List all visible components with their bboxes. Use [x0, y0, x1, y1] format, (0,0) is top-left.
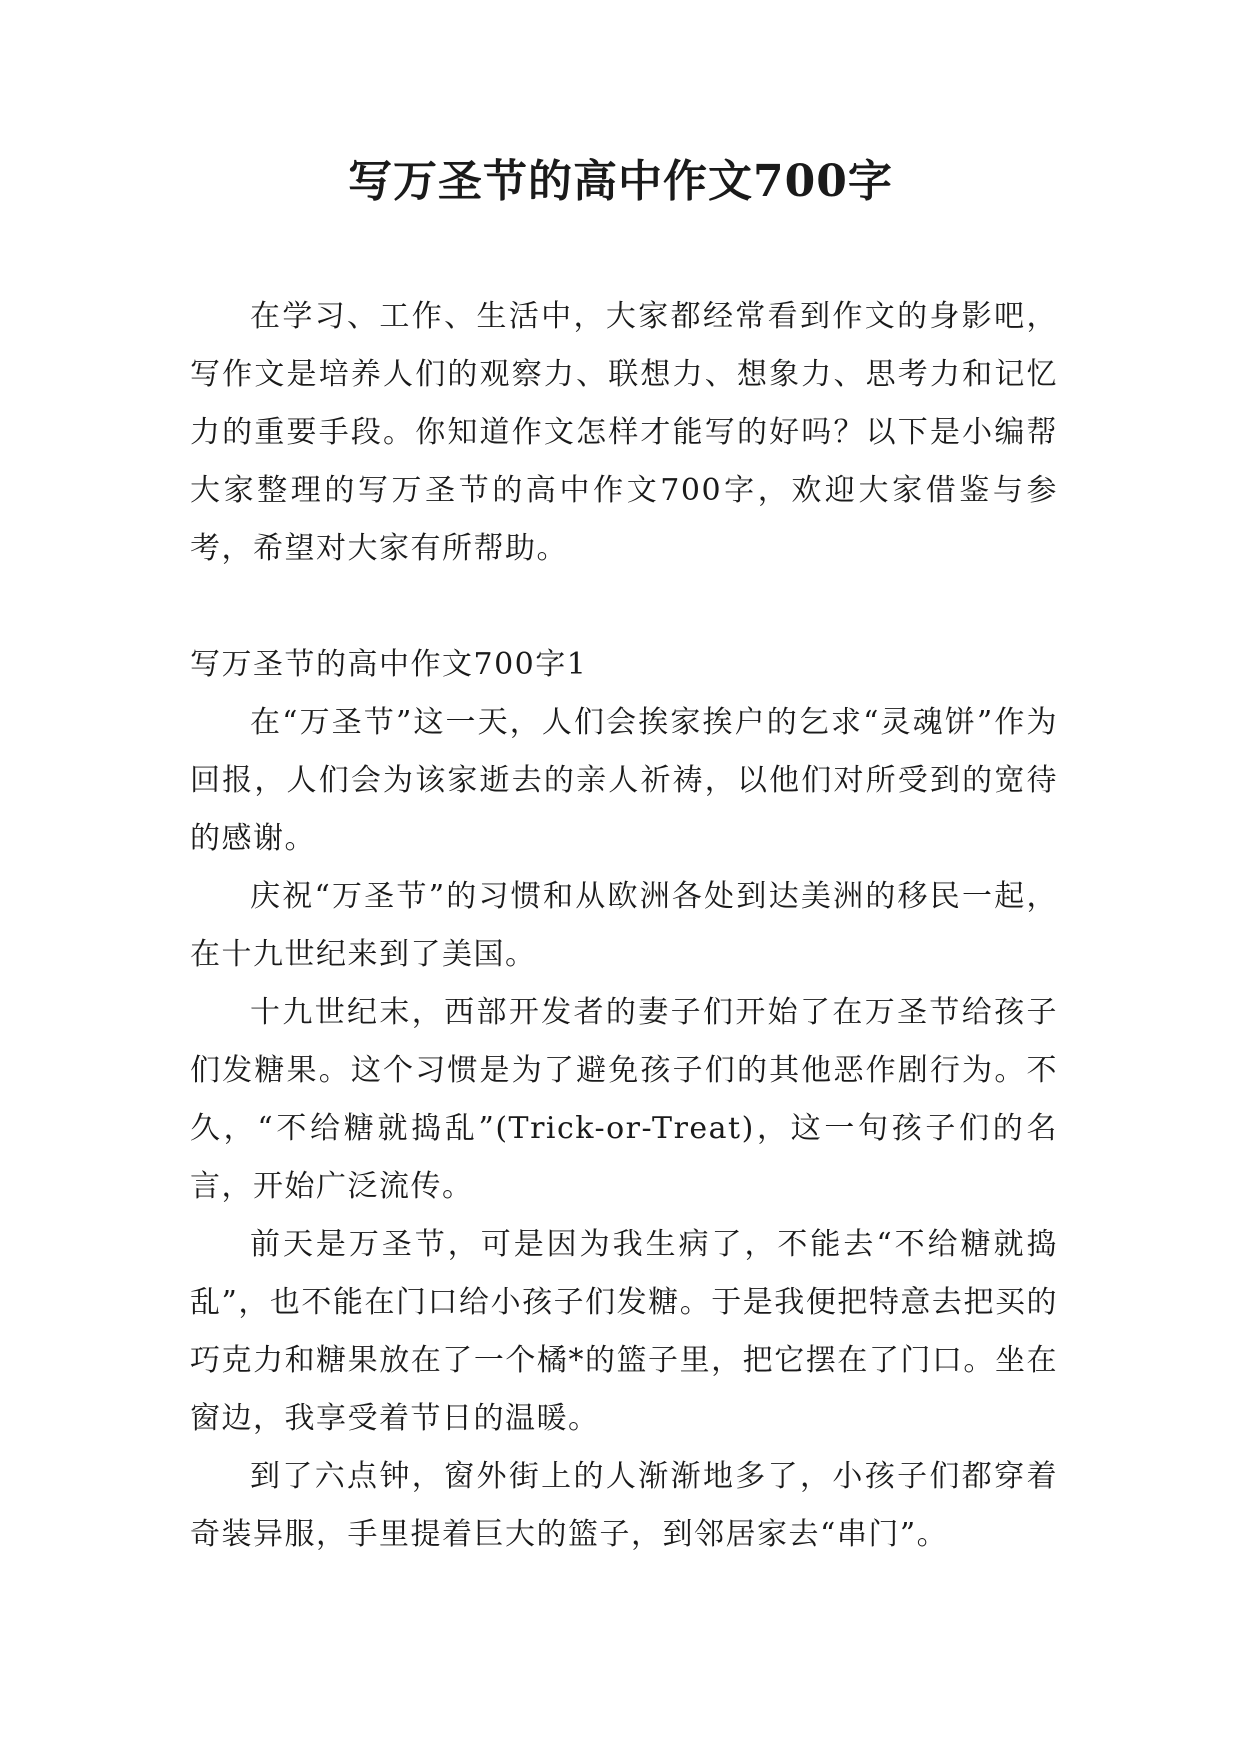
intro-paragraph: 在学习、工作、生活中，大家都经常看到作文的身影吧，写作文是培养人们的观察力、联想力、想象力、思考力和记忆力的重要手段。你知道作文怎样才能写的好吗？以下是小编帮大家整理的写万圣节的高中作文700字，欢迎大家借鉴与参考，希望对大家有所帮助。	[190, 299, 1058, 566]
body-paragraph-2: 庆祝“万圣节”的习惯和从欧洲各处到达美洲的移民一起，在十九世纪来到了美国。	[190, 879, 1058, 972]
body-paragraph-1: 在“万圣节”这一天，人们会挨家挨户的乞求“灵魂饼”作为回报，人们会为该家逝去的亲人祈祷，以他们对所受到的宽待的感谢。	[190, 705, 1058, 856]
document-body	[190, 288, 1058, 1564]
section-heading: 写万圣节的高中作文700字1	[190, 647, 588, 682]
document-title: 写万圣节的高中作文700字	[348, 156, 893, 207]
body-paragraph-3: 十九世纪末，西部开发者的妻子们开始了在万圣节给孩子们发糖果。这个习惯是为了避免孩子们的其他恶作剧行为。不久，“不给糖就捣乱”(Trick-or-Treat)，这一句孩子们的名言，开始广泛流传。	[190, 995, 1058, 1204]
body-paragraph-5: 到了六点钟，窗外街上的人渐渐地多了，小孩子们都穿着奇装异服，手里提着巨大的篮子，到邻居家去“串门”。	[190, 1459, 1058, 1552]
body-paragraph-4: 前天是万圣节，可是因为我生病了，不能去“不给糖就捣乱”，也不能在门口给小孩子们发糖。于是我便把特意去把买的巧克力和糖果放在了一个橘*的篮子里，把它摆在了门口。坐在窗边，我享受着节日的温暖。	[190, 1227, 1058, 1436]
